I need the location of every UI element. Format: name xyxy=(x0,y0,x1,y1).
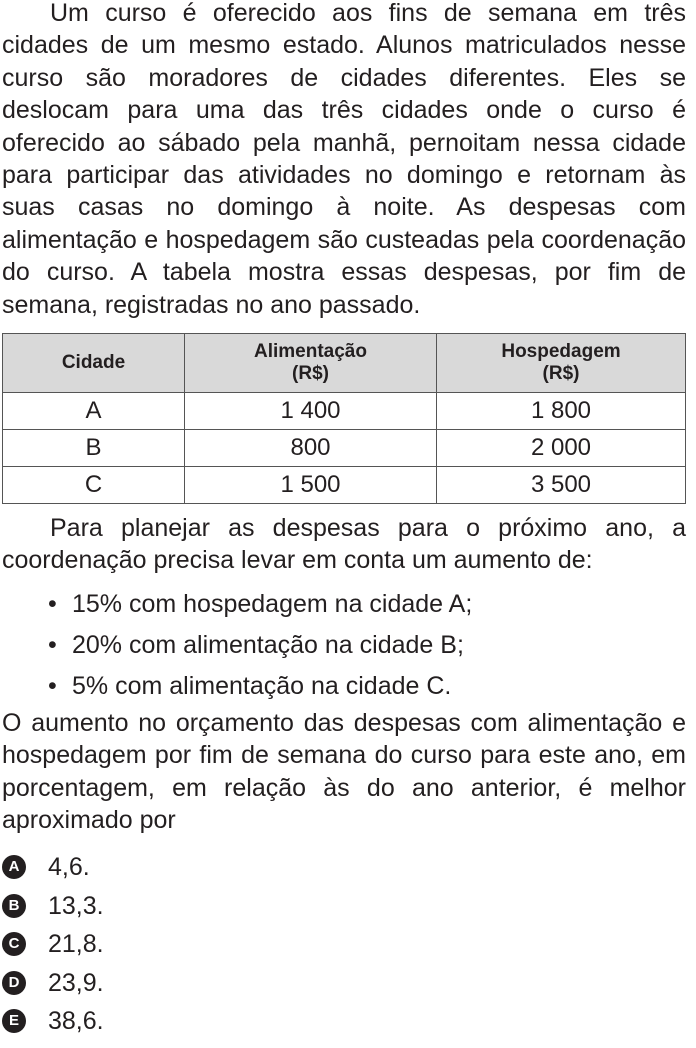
bullet-icon: • xyxy=(48,672,57,700)
cell-food: 1 400 xyxy=(185,393,437,430)
header-lodging xyxy=(437,334,686,393)
list-item-text: 15% com hospedagem na cidade A; xyxy=(72,590,473,618)
cell-lodging: 1 800 xyxy=(437,393,686,430)
option-letter-c-icon: C xyxy=(2,932,26,956)
list-item-text: 5% com alimentação na cidade C. xyxy=(72,672,452,700)
option-letter-a-icon: A xyxy=(2,855,26,879)
bullet-icon: • xyxy=(48,590,57,618)
header-food-unit: (R$) xyxy=(292,363,329,384)
header-city xyxy=(3,334,185,393)
intro-paragraph: Um curso é oferecido aos fins de semana em três cidades de um mesmo estado. Alunos matriculados nesse curso são moradores de cidades diferentes. Eles se deslocam para uma das três cidades onde o curso é oferecido ao sábado pela manhã, pernoitam nessa cidade para participar das atividades no domingo e retornam às suas casas no domingo à noite. As despesas com alimentação e hospedagem são custeadas pela coordenação do curso. A tabela mostra essas despesas, por fim de semana, registradas no ano passado. xyxy=(2,0,686,319)
question-paragraph: O aumento no orçamento das despesas com alimentação e hospedagem por fim de semana do curso para este ano, em porcentagem, em relação às do ano anterior, é melhor aproximado por xyxy=(2,709,686,835)
cell-lodging: 3 500 xyxy=(437,467,686,504)
option-text: 21,8. xyxy=(48,930,104,958)
planning-paragraph: Para planejar as despesas para o próximo ano, a coordenação precisa levar em conta um aumento de: xyxy=(2,514,686,575)
header-lodging-unit: (R$) xyxy=(542,363,580,384)
cell-lodging: 2 000 xyxy=(437,430,686,467)
bullet-icon: • xyxy=(48,631,57,659)
table-row xyxy=(3,430,686,467)
table-row xyxy=(3,393,686,430)
option-b[interactable] xyxy=(2,887,104,926)
answer-options xyxy=(2,848,104,1041)
cell-food: 1 500 xyxy=(185,467,437,504)
option-a[interactable] xyxy=(2,848,104,887)
cell-city: A xyxy=(3,393,185,430)
increase-list xyxy=(48,584,472,707)
table-row xyxy=(3,467,686,504)
header-food-label: Alimentação xyxy=(254,341,367,362)
option-letter-e-icon: E xyxy=(2,1009,26,1033)
option-text: 23,9. xyxy=(48,968,104,997)
list-item-text: 20% com alimentação na cidade B; xyxy=(72,631,464,659)
option-c[interactable] xyxy=(2,925,104,964)
option-d[interactable] xyxy=(2,964,104,1003)
list-item xyxy=(48,584,472,625)
option-text: 38,6. xyxy=(48,1007,104,1035)
header-lodging-label: Hospedagem xyxy=(501,341,621,362)
list-item xyxy=(48,625,472,666)
option-letter-b-icon: B xyxy=(2,894,26,918)
cell-city: C xyxy=(3,467,185,504)
option-e[interactable] xyxy=(2,1002,104,1041)
cell-city: B xyxy=(3,430,185,467)
cell-food: 800 xyxy=(185,430,437,467)
option-text: 4,6. xyxy=(48,853,90,881)
expenses-table xyxy=(2,333,686,504)
header-food xyxy=(185,334,437,393)
table-header-row xyxy=(3,334,686,393)
list-item xyxy=(48,666,472,707)
option-letter-d-icon: D xyxy=(2,971,26,995)
option-text: 13,3. xyxy=(48,891,104,920)
header-city-label: Cidade xyxy=(61,352,126,373)
